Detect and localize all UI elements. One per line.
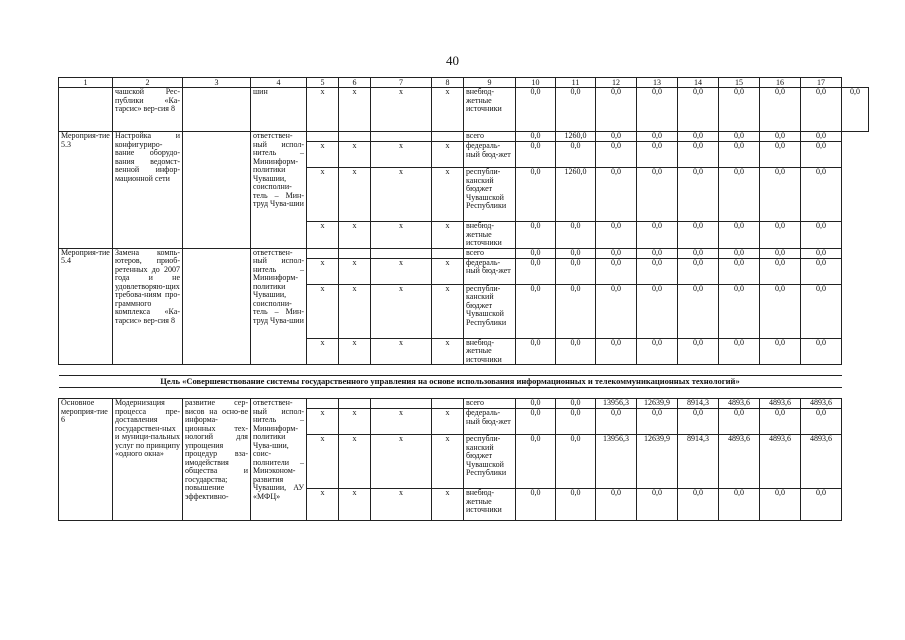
code-cell: x [307,338,339,365]
value-cell: 0,0 [678,338,719,365]
event-name: Замена компь-ютеров, приоб-ретенных до 2007 года и не удовлетворяю-щих требова-ниям про-граммного комплекса «Ка-тарсис» вер-сия 8 [113,248,183,365]
value-cell: 0,0 [719,248,760,258]
event-name: чашской Рес-публики «Ка-тарсис» вер-сия 8 [113,88,183,132]
page-number: 40 [446,53,459,68]
value-cell: 0,0 [556,88,596,132]
event-goal [183,248,251,365]
code-cell [371,248,432,258]
code-cell: x [307,284,339,338]
code-cell: x [371,284,432,338]
value-cell: 0,0 [801,168,842,222]
code-cell [339,399,371,409]
funding-source: внебюд-жетные источники [464,88,516,132]
value-cell: 0,0 [637,489,678,521]
value-cell: 0,0 [678,168,719,222]
value-cell: 0,0 [637,284,678,338]
header-row [59,78,869,88]
value-cell: 0,0 [637,409,678,435]
value-cell: 0,0 [801,132,842,142]
value-cell: 0,0 [760,168,801,222]
code-cell: x [432,435,464,489]
value-cell: 12639,9 [637,435,678,489]
spacer-row [59,388,869,399]
value-cell: 0,0 [719,284,760,338]
code-cell: x [432,222,464,249]
value-cell: 0,0 [556,489,596,521]
code-cell: x [371,88,432,132]
value-cell: 0,0 [760,258,801,284]
value-cell: 1260,0 [556,132,596,142]
code-cell: x [371,435,432,489]
value-cell: 0,0 [516,409,556,435]
value-cell: 0,0 [719,142,760,168]
value-cell: 0,0 [678,409,719,435]
value-cell: 0,0 [719,489,760,521]
value-cell: 0,0 [637,338,678,365]
responsible: шин [251,88,307,132]
value-cell: 0,0 [637,88,678,132]
value-cell: 0,0 [678,489,719,521]
column-number: 10 [516,78,556,88]
code-cell: x [339,409,371,435]
code-cell: x [371,258,432,284]
value-cell: 0,0 [596,284,637,338]
code-cell: x [339,338,371,365]
code-cell [371,132,432,142]
code-cell: x [432,409,464,435]
value-cell: 0,0 [678,222,719,249]
code-cell: x [307,489,339,521]
value-cell: 0,0 [637,168,678,222]
value-cell: 0,0 [801,222,842,249]
funding-source: федераль-ный бюд-жет [464,142,516,168]
code-cell: x [339,258,371,284]
code-cell [432,399,464,409]
value-cell: 4893,6 [801,399,842,409]
funding-source: республи-канский бюджет Чувашской Республики [464,168,516,222]
column-number: 6 [339,78,371,88]
code-cell [339,132,371,142]
code-cell [307,248,339,258]
event-label: Мероприя-тие 5.3 [59,132,113,249]
value-cell: 4893,6 [760,435,801,489]
value-cell: 0,0 [719,222,760,249]
code-cell: x [307,88,339,132]
value-cell: 0,0 [516,489,556,521]
funding-source: федераль-ный бюд-жет [464,258,516,284]
code-cell: x [371,489,432,521]
value-cell: 0,0 [556,142,596,168]
event-name: Модернизация процесса пре-доставления государствен-ных и муници-пальных услуг по принципу «одного окна» [113,399,183,521]
spacer-cell [59,388,842,399]
funding-source: всего [464,399,516,409]
code-cell: x [307,258,339,284]
funding-source: всего [464,248,516,258]
code-cell: x [432,489,464,521]
value-cell: 0,0 [596,132,637,142]
column-number: 11 [556,78,596,88]
value-cell: 1260,0 [556,168,596,222]
code-cell: x [432,168,464,222]
funding-source: внебюд-жетные источники [464,489,516,521]
value-cell: 8914,3 [678,399,719,409]
value-cell: 0,0 [516,338,556,365]
value-cell: 0,0 [516,258,556,284]
code-cell: x [307,222,339,249]
code-cell: x [339,435,371,489]
value-cell: 0,0 [719,258,760,284]
value-cell: 0,0 [801,88,842,132]
goal-title: Цель «Совершенствование системы государственного управления на основе использования информационных и телекоммуникационных технологий» [59,376,842,388]
value-cell: 0,0 [637,132,678,142]
value-cell: 0,0 [596,248,637,258]
value-cell: 0,0 [516,248,556,258]
event-name: Настройка и конфигуриро-вание оборудо-вания ведомст-венной инфор-мационной сети [113,132,183,249]
code-cell: x [307,435,339,489]
value-cell: 0,0 [760,142,801,168]
value-cell: 0,0 [719,409,760,435]
program-table [58,77,869,521]
funding-source: федераль-ный бюд-жет [464,409,516,435]
value-cell: 0,0 [678,284,719,338]
code-cell [432,248,464,258]
code-cell [339,248,371,258]
value-cell: 0,0 [596,168,637,222]
value-cell: 4893,6 [719,399,760,409]
code-cell: x [371,142,432,168]
code-cell [307,399,339,409]
value-cell: 0,0 [760,284,801,338]
code-cell: x [371,222,432,249]
value-cell: 0,0 [719,168,760,222]
value-cell: 0,0 [516,168,556,222]
value-cell: 0,0 [556,284,596,338]
code-cell: x [432,88,464,132]
code-cell: x [432,284,464,338]
table-row [59,248,869,258]
value-cell: 0,0 [556,399,596,409]
event-goal [183,132,251,249]
value-cell: 0,0 [516,435,556,489]
responsible: ответствен-ный испол-нитель – Мининформ-политики Чувашии, соисполни-тель – Мин-труд Чува-шии [251,132,307,249]
code-cell [307,132,339,142]
value-cell: 0,0 [596,88,637,132]
funding-source: внебюд-жетные источники [464,338,516,365]
value-cell: 4893,6 [760,399,801,409]
column-number: 3 [183,78,251,88]
code-cell: x [339,284,371,338]
responsible: ответствен-ный испол-нитель – Мининформ-политики Чува-шии, соис-полнители – Минэконом-развития Чувашии, АУ «МФЦ» [251,399,307,521]
value-cell: 0,0 [556,409,596,435]
value-cell: 4893,6 [719,435,760,489]
code-cell: x [371,338,432,365]
column-number: 14 [678,78,719,88]
value-cell: 0,0 [842,88,869,132]
event-goal [183,88,251,132]
value-cell: 0,0 [596,222,637,249]
value-cell: 0,0 [678,248,719,258]
value-cell: 0,0 [516,88,556,132]
value-cell: 0,0 [760,222,801,249]
code-cell: x [339,168,371,222]
table-row [59,132,869,142]
value-cell: 0,0 [637,142,678,168]
value-cell: 0,0 [678,88,719,132]
code-cell: x [339,142,371,168]
value-cell: 0,0 [596,258,637,284]
code-cell: x [307,168,339,222]
value-cell: 0,0 [760,338,801,365]
column-number: 5 [307,78,339,88]
value-cell: 0,0 [516,284,556,338]
code-cell: x [339,88,371,132]
column-number: 2 [113,78,183,88]
value-cell: 8914,3 [678,435,719,489]
event-label [59,88,113,132]
value-cell: 0,0 [516,399,556,409]
column-number: 1 [59,78,113,88]
event-label: Мероприя-тие 5.4 [59,248,113,365]
column-number: 12 [596,78,637,88]
table-row [59,399,869,409]
value-cell: 0,0 [556,258,596,284]
value-cell: 0,0 [801,284,842,338]
value-cell: 13956,3 [596,399,637,409]
funding-source: внебюд-жетные источники [464,222,516,249]
value-cell: 0,0 [516,132,556,142]
value-cell: 0,0 [719,338,760,365]
event-goal: развитие сер-висов на осно-ве информа-ционных тех-нологий для упрощения процедур вза-имодействия общества и государства; повышение эффективно- [183,399,251,521]
spacer-cell [59,365,842,376]
table-row [59,88,869,132]
value-cell: 0,0 [719,132,760,142]
column-number: 13 [637,78,678,88]
value-cell: 0,0 [801,248,842,258]
value-cell: 0,0 [801,258,842,284]
column-number: 15 [719,78,760,88]
column-number: 17 [801,78,842,88]
value-cell: 0,0 [760,88,801,132]
value-cell: 0,0 [760,409,801,435]
value-cell: 0,0 [556,222,596,249]
value-cell: 0,0 [801,142,842,168]
value-cell: 0,0 [516,222,556,249]
code-cell [432,132,464,142]
value-cell: 0,0 [760,132,801,142]
column-number: 7 [371,78,432,88]
column-number: 9 [464,78,516,88]
value-cell: 0,0 [801,489,842,521]
value-cell: 0,0 [678,258,719,284]
value-cell: 0,0 [596,409,637,435]
code-cell: x [371,409,432,435]
value-cell: 0,0 [801,338,842,365]
value-cell: 0,0 [556,248,596,258]
value-cell: 0,0 [596,489,637,521]
column-number: 16 [760,78,801,88]
code-cell: x [432,142,464,168]
value-cell: 0,0 [516,142,556,168]
value-cell: 0,0 [760,248,801,258]
responsible: ответствен-ный испол-нитель – Мининформ-политики Чувашии, соисполни-тель – Мин-труд Чува-шии [251,248,307,365]
funding-source: республи-канский бюджет Чувашской Республики [464,435,516,489]
value-cell: 0,0 [719,88,760,132]
code-cell: x [339,489,371,521]
value-cell: 0,0 [678,142,719,168]
value-cell: 0,0 [556,435,596,489]
code-cell: x [339,222,371,249]
value-cell: 0,0 [556,338,596,365]
event-label: Основное мероприя-тие 6 [59,399,113,521]
code-cell: x [307,409,339,435]
code-cell [371,399,432,409]
value-cell: 0,0 [637,258,678,284]
spacer-row [59,365,869,376]
value-cell: 0,0 [760,489,801,521]
value-cell: 4893,6 [801,435,842,489]
value-cell: 12639,9 [637,399,678,409]
value-cell: 0,0 [801,409,842,435]
code-cell: x [371,168,432,222]
funding-source: республи-канский бюджет Чувашской Республики [464,284,516,338]
value-cell: 0,0 [637,222,678,249]
code-cell: x [432,338,464,365]
funding-source: всего [464,132,516,142]
value-cell: 13956,3 [596,435,637,489]
value-cell: 0,0 [637,248,678,258]
value-cell: 0,0 [596,338,637,365]
code-cell: x [307,142,339,168]
column-number: 8 [432,78,464,88]
value-cell: 0,0 [596,142,637,168]
column-number: 4 [251,78,307,88]
code-cell: x [432,258,464,284]
value-cell: 0,0 [678,132,719,142]
goal-row [59,376,869,388]
